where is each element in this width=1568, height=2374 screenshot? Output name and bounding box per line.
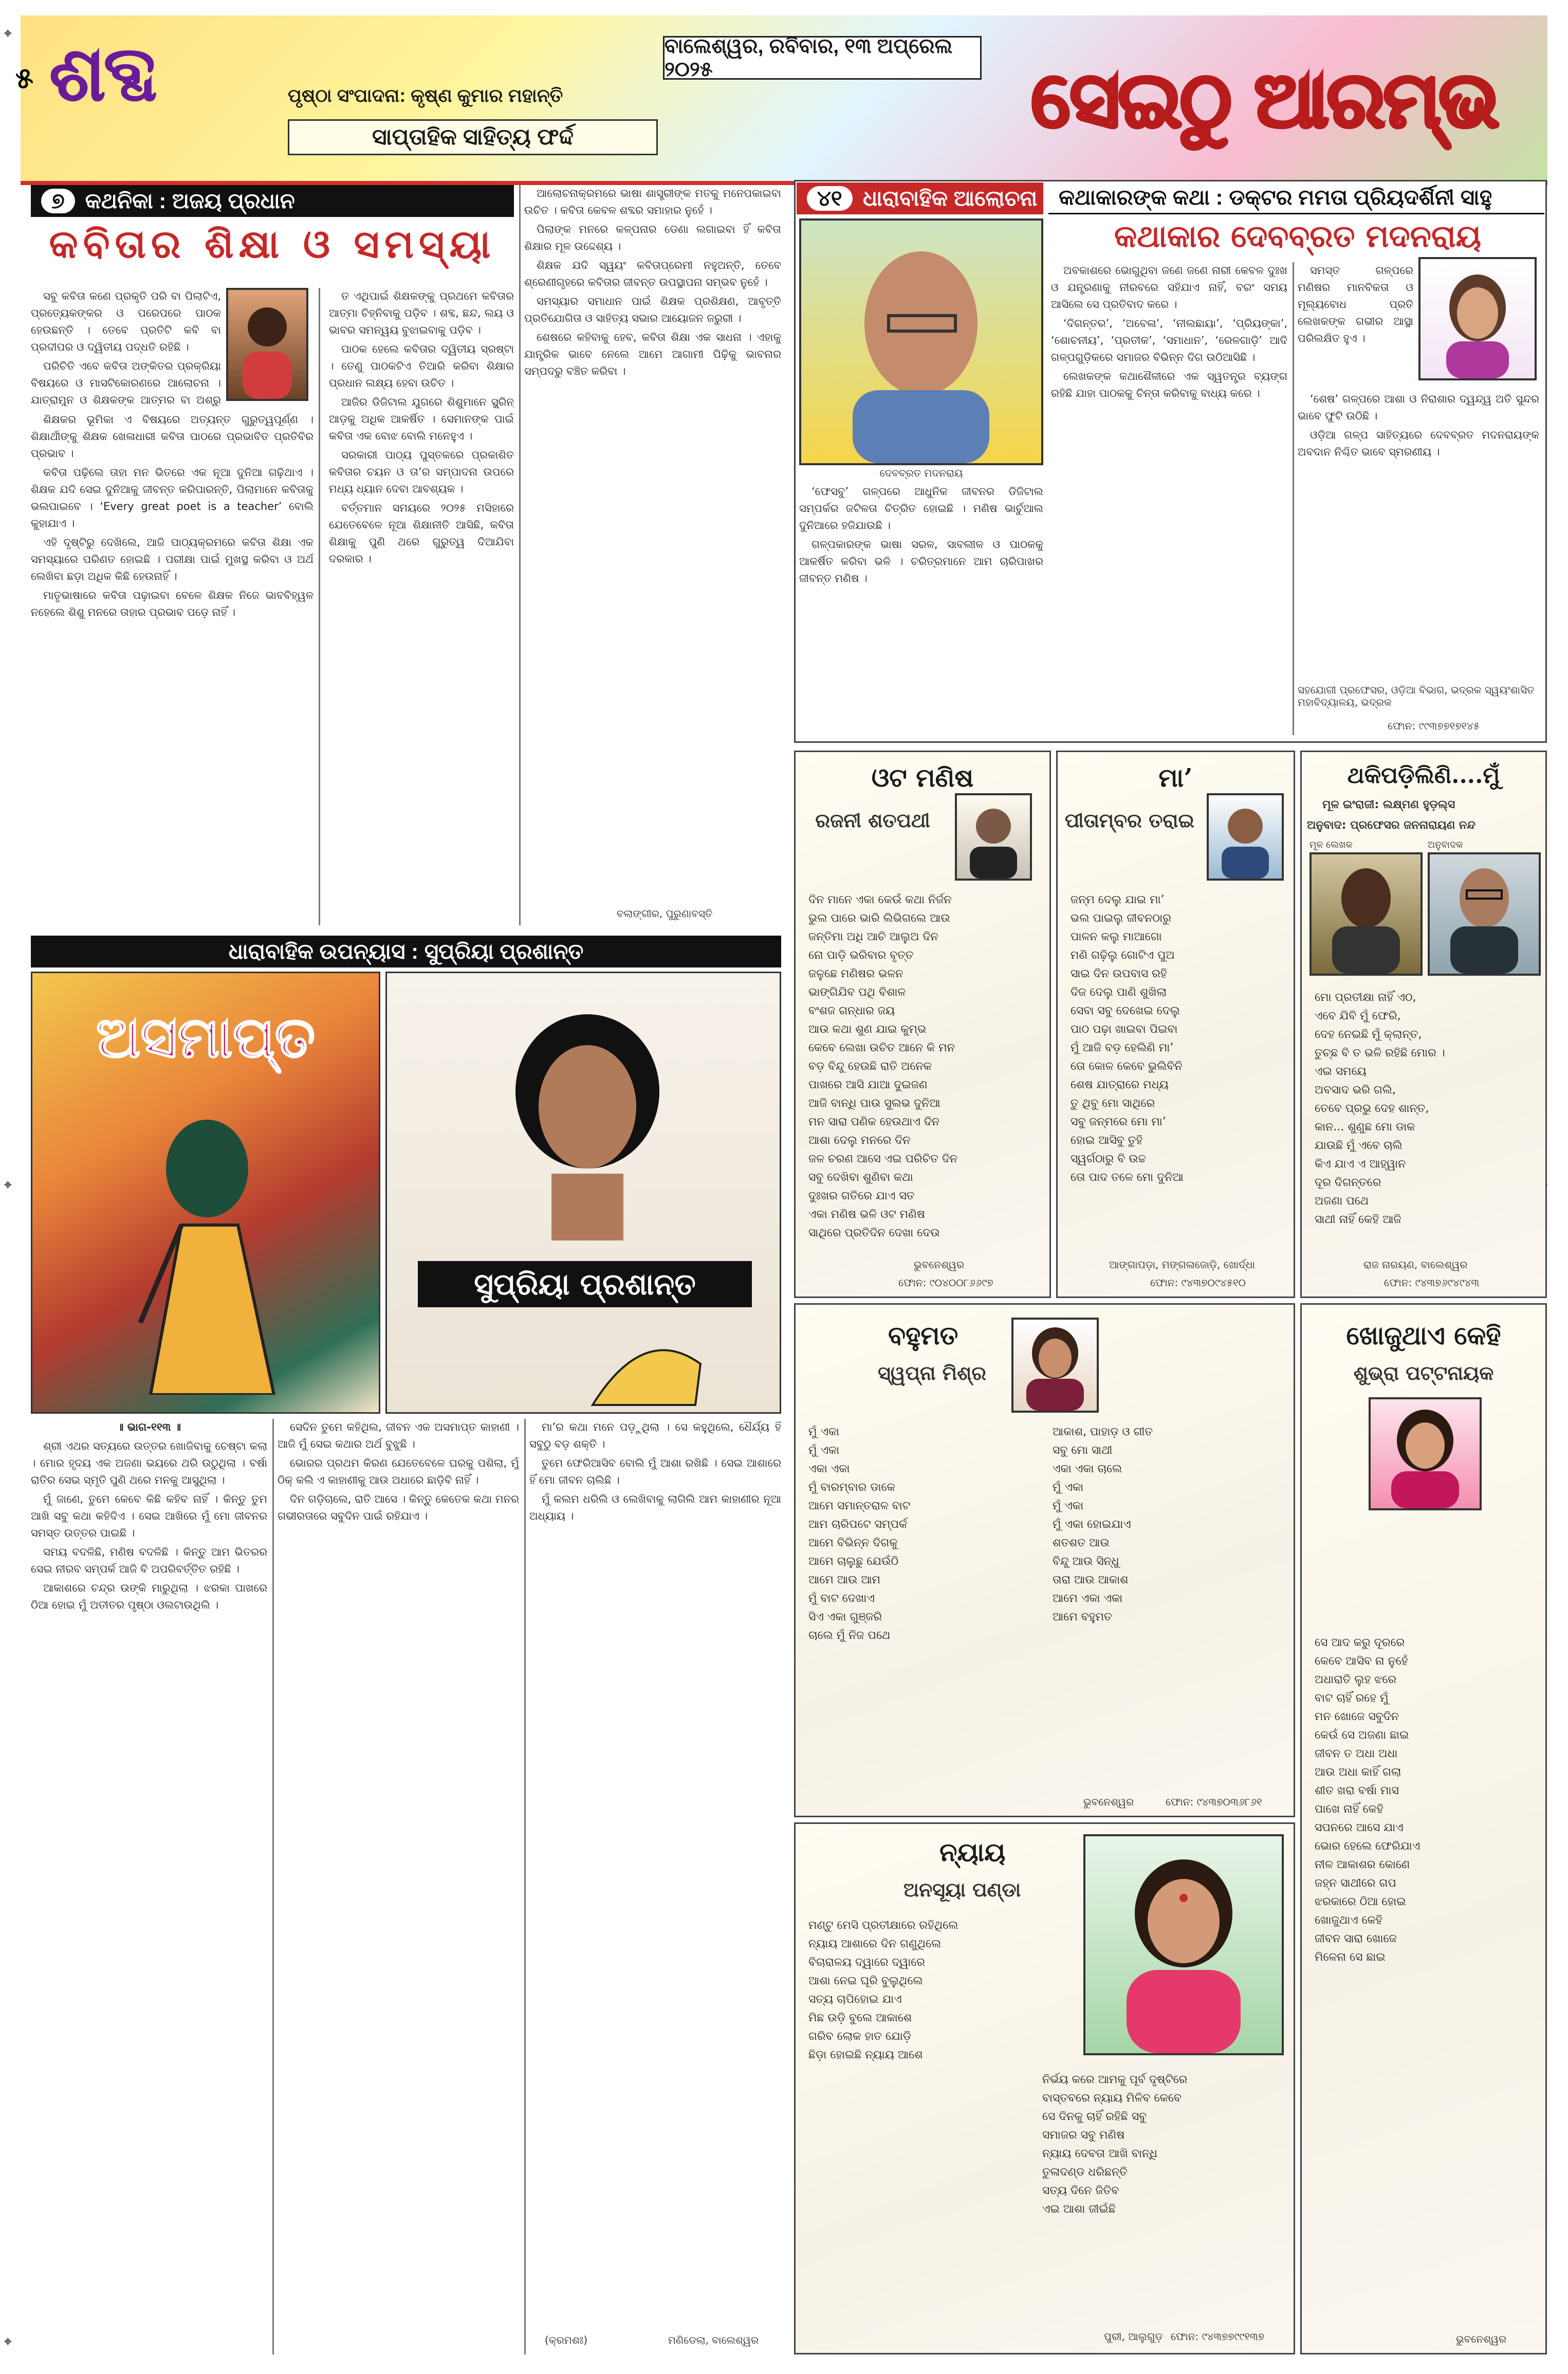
story-para: ପାଠକ ହେଲେ କବିତାର ଦ୍ୱିତୀୟ ସ୍ରଷ୍ଟା । ତେଣୁ ପାଠକଟିଏ ତିଆରି କରିବା ଶିକ୍ଷାର ପ୍ରଧାନ ଲକ୍ଷ୍ୟ ହେବା ଉଚିତ । <box>329 343 514 389</box>
registration-mark: ⌖ <box>4 2334 12 2349</box>
decor-hand-icon <box>582 1318 706 1410</box>
novel-para: ମା’ର କଥା ମନେ ପଡ଼ୁଥିଲା । ସେ କହୁଥିଲେ, ଧୈର୍ଯ୍ୟ ହିଁ ସବୁଠୁ ବଡ଼ ଶକ୍ତି । <box>529 1421 781 1450</box>
person-icon <box>1013 1320 1097 1411</box>
poem-text: ସେ ଆଦ କରୁ ଦୂରରେ କେବେ ଆସିବ ନା ନୁହେଁ ଅଧାରାତି ଲୁହ ଝରେ ବାଟ ଚାହିଁ ରହେ ମୁଁ ମନ ଖୋଜେ ସବୁଦିନ କେଉଁ ସେ ଅଜଣା ଛାଇ ଜୀବନ ତ ଅଧା ଅଧା ଆଉ ଅଧା କାହିଁ ଗଲା ଶୀତ ଖରା ବର୍ଷା ମାସ ପାଖେ ନାହିଁ କେହି ସପନରେ ଆସେ ଯାଏ ଭୋର ହେଲେ ଫେରିଯାଏ ନୀଳ ଆକାଶର କୋଣେ ଜହ୍ନ ସାଥୀରେ ଗପ ଝରକାରେ ଠିଆ ହୋଇ ଖୋଜୁଥାଏ କେହି ଜୀବନ ସାରା ଖୋଜେ ମିଳେନା ସେ ଛାଇ <box>1315 1636 1421 1964</box>
serial-para: ଅବକାଶରେ ଭୋଗୁଥିବା ଜଣେ ଜଣେ ନାରୀ କେବଳ ଦୁଃଖ ଓ ଯନ୍ତ୍ରଣାକୁ ନୀରବରେ ସହିଯାଏ ନାହିଁ, ବରଂ ସମୟ ଆସିଲେ ସେ ପ୍ରତିବାଦ କରେ । <box>1051 264 1287 311</box>
poet-photo <box>1309 852 1423 976</box>
serial-para: ‘ଶେଷ’ ଗଳ୍ପରେ ଆଶା ଓ ନିରାଶାର ଦ୍ୱନ୍ଦ୍ୱ ଅତି ସୁନ୍ଦର ଭାବେ ଫୁଟି ଉଠିଛି । <box>1298 393 1539 422</box>
poem-title: ଓଟ ମଣିଷ <box>871 762 974 793</box>
story-para: ସମସ୍ୟାର ସମାଧାନ ପାଇଁ ଶିକ୍ଷକ ପ୍ରଶିକ୍ଷଣ, ଆବୃତ୍ତି ପ୍ରତିଯୋଗିତା ଓ ସାହିତ୍ୟ ସଭାର ଆୟୋଜନ ଜରୁରୀ । <box>524 295 781 324</box>
novel-para: ସେଦିନ ତୁମେ କହିଥିଲ, ଜୀବନ ଏକ ଅସମାପ୍ତ କାହାଣୀ । ଆଜି ମୁଁ ସେଇ କଥାର ଅର୍ଥ ବୁଝୁଛି । <box>278 1421 519 1450</box>
serial-para: ‘ଫେସବୁ’ ଗଳ୍ପରେ ଆଧୁନିକ ଜୀବନର ଡିଜିଟାଲ ସମ୍ପର୍କର ଜଟିଳତା ଚିତ୍ରିତ ହୋଇଛି । ମଣିଷ ଭାର୍ଚୁଆଲ ଦୁନିଆରେ ହଜିଯାଉଛି । <box>799 485 1043 532</box>
story-signature: ବଲାଙ୍ଗୀର, ପୁରୁଣାବସ୍ତି <box>617 907 713 920</box>
editor-label: ପୃଷ୍ଠା ସଂପାଦନା: କୃଷ୍ଣ କୁମାର ମହାନ୍ତି <box>288 85 563 106</box>
poem-phone: ଫୋନ: ୯୪୩୭୦୯୪୫୧୦ <box>1150 1276 1246 1289</box>
story-para: ଶିକ୍ଷକର ଭୂମିକା ଏ ବିଷୟରେ ଅତ୍ୟନ୍ତ ଗୁରୁତ୍ୱପୂର୍ଣ୍ଣ । ଶିକ୍ଷାର୍ଥୀଙ୍କୁ ଶିକ୍ଷକ ଖେଳାଧାରୀ କବିତା ପାଠରେ ପ୍ରଭାବିତ ପ୍ରତିବିର ପ୍ରଭାବ । <box>31 413 313 460</box>
serial-title: କଥାକାର ଦେବବ୍ରତ ମଦନରାୟ <box>1114 218 1482 254</box>
poem-text-left: ମୁଁ ଏକା ମୁଁ ଏକା ଏକା ଏକା ମୁଁ ବାରମ୍ବାର ଡାକେ ଆମେ ସମାନ୍ତରାଳ ବାଟ ଆମ ଚାରିପଟେ ସମ୍ପର୍କ ଆମେ ବିଭିନ୍ନ ଦିଗକୁ ଆମେ ଚାଲୁଛୁ ଯେଉଁଠି ଆମେ ଆଉ ଆମ ମୁଁ ବାଟ ଦେଖାଏ ସିଏ ଏକା ଗୁଞ୍ଜରି ଚାଲେ ମୁଁ ନିଜ ପଥେ <box>808 1426 911 1642</box>
serial-col2 <box>1051 262 1287 735</box>
novel-para: ସମୟ ବଦଳିଛି, ମଣିଷ ବଦଳିଛି । କିନ୍ତୁ ଆମ ଭିତରର ସେଇ ନୀରବ ସମ୍ପର୍କ ଆଜି ବି ଅପରିବର୍ତ୍ତିତ ରହିଛି । <box>31 1546 267 1575</box>
poem-place: ଆଙ୍ଗାପଡ଼ା, ମଙ୍ଗଳାଜୋଡ଼ି, ଖୋର୍ଦ୍ଧା <box>1109 1258 1256 1271</box>
novel-para: ମୁଁ ଜାଣେ, ତୁମେ କେବେ କିଛି କହିବ ନାହିଁ । କିନ୍ତୁ ତୁମ ଆଖି ସବୁ କଥା କହିଦିଏ । ସେଇ ଆଖିରେ ମୁଁ ମୋ ଜୀବନର ସମସ୍ତ ଉତ୍ତର ପାଇଛି । <box>31 1493 267 1539</box>
serial-header <box>797 182 1043 214</box>
story-col1-top <box>31 288 221 406</box>
author-photo <box>226 288 308 401</box>
poem-box <box>1056 751 1295 1298</box>
person-icon <box>1085 1836 1282 2053</box>
person-icon <box>228 290 306 399</box>
story-para: ସବୁ କବିତା କଣେ ପ୍ରକୃତି ପରି ବା ପିଲାଟିଏ, ପ୍ରତ୍ୟେକଙ୍କର ଓ ପରେପରେ ପାଠକ ହେଉଛନ୍ତି । ତେବେ ପ୍ରତିଟି କବି ବା ପ୍ରଦୀପର ଓ ଦ୍ୱିତୀୟ ପଦ୍ଧତି ରହିଛି । <box>31 290 221 353</box>
novel-para: ମୁଁ କଲମ ଧରିଲି ଓ ଲେଖିବାକୁ ଲାଗିଲି ଆମ କାହାଣୀର ନୂଆ ଅଧ୍ୟାୟ । <box>529 1493 781 1522</box>
poem-title: ବହୁମତ <box>888 1320 958 1350</box>
poem-box <box>1300 1303 1547 2354</box>
novel-col1 <box>31 1419 267 2354</box>
poem-author: ପୀତାମ୍ବର ତରାଇ <box>1064 809 1195 832</box>
registration-mark: ⌖ <box>4 26 12 41</box>
poem-author: ଶୁଭ୍ରା ପଟ୍ଟନାୟକ <box>1353 1361 1494 1384</box>
novel-para: ଭୋରର ପ୍ରଥମ କିରଣ ଯେତେବେଳେ ଘରକୁ ପଶିଲା, ମୁଁ ଠିକ୍ କଲି ଏ କାହାଣୀକୁ ଆଉ ଅଧାରେ ଛାଡ଼ିବି ନାହିଁ । <box>278 1457 519 1486</box>
novel-author-panel <box>385 972 781 1414</box>
story-para: ପିଲାଙ୍କ ମନରେ କଳ୍ପନାର ଡେଣା ଲଗାଇବା ହିଁ କବିତା ଶିକ୍ଷାର ମୂଳ ଉଦ୍ଦେଶ୍ୟ । <box>524 223 781 252</box>
cover-figure-icon <box>109 1107 305 1395</box>
poem-translator: ଅନୁବାଦ: ପ୍ରଫେସର ଜନନାରାୟଣ ନନ୍ଦ <box>1307 819 1475 832</box>
story-para: ମାତୃଭାଷାରେ କବିତା ପଢ଼ାଇବା ବେଳେ ଶିକ୍ଷକ ନିଜେ ଭାବବିହ୍ୱଳ ନହେଲେ ଶିଶୁ ମନରେ ତାହାର ପ୍ରଭାବ ପଡ଼େ ନାହିଁ । <box>31 589 313 618</box>
serial-signature: ସହଯୋଗୀ ପ୍ରଫେସର, ଓଡ଼ିଆ ବିଭାଗ, ଭଦ୍ରକ ସ୍ୱୟଂଶାସିତ ମହାବିଦ୍ୟାଳୟ, ଭଦ୍ରକ <box>1298 684 1535 708</box>
poem-author: ସ୍ୱପ୍ନା ମିଶ୍ର <box>878 1361 987 1384</box>
novel-para: ଦିନ ଗଡ଼ିଚାଲେ, ରାତି ଆସେ । କିନ୍ତୁ କେତେକ କଥା ମନର ଗଭୀରତାରେ ସବୁଦିନ ପାଇଁ ରହିଯାଏ । <box>278 1493 519 1522</box>
serial-photo-caption: ଦେବବ୍ରତ ମଦନରାୟ <box>879 467 963 479</box>
serial-phone: ଫୋନ: ୯୯୩୭୭୧୭୧୪୫ <box>1388 720 1480 732</box>
serial-sub: କଥାକାରଙ୍କ କଥା : ଡକ୍ଟର ମମତା ପ୍ରିୟଦର୍ଶିନୀ ସାହୁ <box>1048 182 1544 214</box>
column-rule <box>524 1419 526 2354</box>
poem-box <box>1300 751 1547 1298</box>
story-title: କବିତାର ଶିକ୍ଷା ଓ ସମସ୍ୟା <box>49 221 496 267</box>
column-rule <box>272 1419 274 2354</box>
serial-author-photo <box>799 218 1043 465</box>
poem-place: ଭୁବନେଶ୍ୱର <box>1456 2333 1507 2345</box>
person-icon <box>1430 854 1539 974</box>
column-rule <box>1293 262 1294 735</box>
poem-place: ପୁରୀ, ଆଲୁଗୁଡ଼ <box>1104 2330 1163 2343</box>
story-number: ୭ <box>41 189 75 213</box>
story-para: ବର୍ତ୍ତମାନ ସମୟରେ ୨୦୨୫ ମସିହାରେ ଯେତେବେଳେ ନୂଆ ଶିକ୍ଷାନୀତି ଆସିଛି, କବିତା ଶିକ୍ଷାକୁ ପୁଣି ଥରେ ଗୁରୁତ୍ୱ ଦିଆଯିବା ଦରକାର । <box>329 502 514 565</box>
dateline: ବାଲେଶ୍ୱର, ରବିବାର, ୧୩ ଅପ୍ରେଲ ୨୦୨୫ <box>663 36 982 80</box>
novel-part: ॥ ଭାଗ-୧୧୩ ॥ <box>117 1421 181 1433</box>
story-col1 <box>31 411 313 925</box>
poem-title: ନ୍ୟାୟ <box>939 1837 1006 1867</box>
serial-para: ‘ଦିଗନ୍ତର’, ‘ଅବେଳା’, ‘ନୀଲଛାୟା’, ‘ପ୍ରିୟଙ୍କା’, ‘ଶୋଚନୀୟ’, ‘ପ୍ରତୀକ’, ‘ସମାଧାନ’, ‘ରେଳଗାଡ଼ି’ ଆଦି ଗଳ୍ପଗୁଡ଼ିକରେ ସମାଜର ବିଭିନ୍ନ ଦିଗ ଉଠିଆସିଛି । <box>1051 317 1287 363</box>
poet-photo <box>1207 793 1284 881</box>
story-para: ପରିଚିତି ଏବେ କବିତା ଅଙ୍କିତର ପ୍ରକ୍ରିୟା ବିଷୟରେ ଓ ମାସଟିକୋରଣରେ ଆଲୋଚନା । ଯାତ୍ରାମୁନ ଓ ଶିକ୍ଷକଙ୍କ ଆତ୍ମର ବା ଅଶ୍ରୁ <box>31 360 221 406</box>
poem-box <box>794 751 1051 1298</box>
page-number: ୫ <box>15 62 33 95</box>
story-header-text: କଥନିକା : ଅଜୟ ପ୍ରଧାନ <box>85 188 295 213</box>
novel-cover <box>31 972 380 1414</box>
story-para: ଏହି ଦୃଷ୍ଟିରୁ ଦେଖିଲେ, ଆଜି ପାଠ୍ୟକ୍ରମରେ କବିତା ଶିକ୍ଷା ଏକ ସମସ୍ୟାରେ ପରିଣତ ହୋଇଛି । ପରୀକ୍ଷା ପାଇଁ ମୁଖସ୍ଥ କରିବା ଓ ଅର୍ଥ ଲେଖିବା ଛଡ଼ା ଅଧିକ କିଛି ହେଉନାହିଁ । <box>31 536 313 582</box>
serial-col1-bottom <box>799 483 1043 735</box>
story-para: କବିତା ପଢ଼ିଲେ ତାହା ମନ ଭିତରେ ଏକ ନୂଆ ଦୁନିଆ ଗଢ଼ିଥାଏ । ଶିକ୍ଷକ ଯଦି ସେଇ ଦୁନିଆକୁ ଜୀବନ୍ତ କରିପାରନ୍ତି, ପିଲାମାନେ କବିତାକୁ ଭଲପାଇବେ । ‘Every great poet is a teacher’ ବୋଲି କୁହାଯାଏ । <box>31 466 313 529</box>
poem-place: ଭୁବନେଶ୍ୱର <box>1083 1796 1134 1808</box>
novel-continued: (କ୍ରମଶଃ) <box>545 2334 588 2346</box>
poem-phone: ଫୋନ: ୯୪୩୭୬୯୪୯୪୩ <box>1384 1276 1480 1289</box>
person-icon <box>1312 854 1421 974</box>
novel-para: ତୁମେ ଫେରିଆସିବ ବୋଲି ମୁଁ ଆଶା ରଖିଛି । ସେଇ ଆଶାରେ ହିଁ ମୋ ଜୀବନ ଚାଲିଛି । <box>529 1457 781 1486</box>
person-icon <box>1371 1399 1480 1508</box>
serial-number: ୪୧ <box>807 186 853 211</box>
serial-para: ଲେଖକଙ୍କ କଥାଶୈଳୀରେ ଏକ ସ୍ୱତନ୍ତ୍ର ବ୍ୟଙ୍ଗ ରହିଛି ଯାହା ପାଠକକୁ ଚିନ୍ତା କରିବାକୁ ବାଧ୍ୟ କରେ । <box>1051 370 1287 399</box>
poem-text-left: ମଣ୍ଟୁ ମେସି ପ୍ରତୀକ୍ଷାରେ ରହିଥିଲେ ନ୍ୟାୟ ଆଶାରେ ଦିନ ଗଣୁଥିଲେ ବିଚାରାଳୟ ଦ୍ୱାରେ ଦ୍ୱାରେ ଆଶା ନେଇ ଘୂରି ବୁଲୁଥିଲେ ସତ୍ୟ ଚାପିହୋଇ ଯାଏ ମିଛ ଉଡ଼ି ବୁଲେ ଆକାଶେ ଗରିବ ଲୋକ ହାତ ଯୋଡ଼ି ଛିଡ଼ା ହୋଇଛି ନ୍ୟାୟ ଆଶେ <box>808 1919 958 2061</box>
story-para: ଆଜିର ଡିଜିଟାଲ ଯୁଗରେ ଶିଶୁମାନେ ସ୍କ୍ରିନ୍ ଆଡ଼କୁ ଅଧିକ ଆକର୍ଷିତ । ସେମାନଙ୍କ ପାଇଁ କବିତା ଏକ ବୋଝ ବୋଲି ମନେହୁଏ । <box>329 396 514 442</box>
poem-place: ରାଜ ନାରୟଣ, ବାଲେଶ୍ୱର <box>1363 1258 1468 1271</box>
photo-label: ମୂଳ ଲେଖକ <box>1309 839 1353 850</box>
story-col3 <box>524 185 781 905</box>
serial-col3 <box>1298 391 1539 679</box>
person-icon <box>1209 795 1282 879</box>
poem-phone: ଫୋନ: ୯୦୪୦୦୮୬୬୯୭ <box>898 1276 993 1289</box>
poem-text: ଜନ୍ମ ଦେଲୁ ଯାଇ ମା’ ଭଲ ପାଇଲୁ ଜୀବନଠାରୁ ପାଳନ କଲୁ ମାଆଗୋ ମଣି ଗଢ଼ିଲୁ ଗୋଟିଏ ପୁଅ ସାଇ ଦିନ ଉପବାସ ରହି ଦିଜ ଦେଲୁ ପାଣି ଶୁଖିଲା ସେବା ସବୁ ଦେଖେଇ ଦେଲୁ ପାଠ ପଢ଼ା ଖାଇବା ପିଇବା ମୁଁ ଆଜି ବଡ଼ ହେଲିଣି ମା’ ତୋ କୋଳ କେବେ ଭୁଲିବିନି ଶେଷ ଯାତ୍ରାରେ ମଧ୍ୟ ତୁ ଥିବୁ ମୋ ସାଥିରେ ସବୁ ଜନ୍ମରେ ମୋ ମା’ ହୋଇ ଆସିବୁ ତୁହି ସ୍ୱର୍ଗଠାରୁ ବି ଉଚ୍ଚ ତୋ ପାଦ ତଳେ ମୋ ଦୁନିଆ <box>1071 893 1184 1184</box>
story-para: ତ ଏଥିପାଇଁ ଶିକ୍ଷକଙ୍କୁ ପ୍ରଥମେ କବିତାର ଆତ୍ମା ଚିହ୍ନିବାକୁ ପଡ଼ିବ । ଶବ୍ଦ, ଛନ୍ଦ, ଲୟ ଓ ଭାବର ସମନ୍ୱୟ ବୁଝାଇବାକୁ ପଡ଼ିବ । <box>329 290 514 336</box>
novel-header: ଧାରାବାହିକ ଉପନ୍ୟାସ : ସୁପ୍ରିୟା ପ୍ରଶାନ୍ତ <box>31 936 781 967</box>
poem-phone: ଫୋନ: ୯୪୩୭୭୯୯୧୩୭ <box>1171 2330 1264 2343</box>
poem-box <box>794 1303 1295 1817</box>
photo-label: ଅନୁବାଦକ <box>1428 839 1463 850</box>
poem-phone: ଫୋନ: ୯୪୩୭୦୩୬୮୬୧ <box>1166 1796 1262 1808</box>
poem-place: ଭୁବନେଶ୍ୱର <box>914 1258 965 1271</box>
poem-text-right: ଆକାଶ, ପାହାଡ଼ ଓ ଗୀତ ସବୁ ମୋ ସାଥୀ ଏକା ଏକା ଚାଲେ ମୁଁ ଏକା ମୁଁ ଏକା ମୁଁ ଏକା ହୋଇଯାଏ ଶତଶତ ଆଉ ବିନ୍ଦୁ ଆଉ ସିନ୍ଧୁ ତାରା ଆଉ ଆକାଶ ଆମେ ଏକା ଏକା ଆମେ ବହୁମତ <box>1053 1426 1153 1623</box>
novel-place: ମଣିଡେଲା, ବାଲେଶ୍ୱର <box>668 2334 759 2346</box>
poem-title: ମା’ <box>1158 762 1193 793</box>
story-para: ଶେଷରେ କହିବାକୁ ହେବ, କବିତା ଶିକ୍ଷା ଏକ ସାଧନା । ଏହାକୁ ଯାନ୍ତ୍ରିକ ଭାବେ ନେଲେ ଆମେ ଆଗାମୀ ପିଢ଼ିକୁ ଭାବନାର ସମ୍ପଦରୁ ବଞ୍ଚିତ କରିବା । <box>524 331 781 377</box>
novel-col3 <box>529 1419 781 2324</box>
poet-photo <box>1428 852 1541 976</box>
poem-author: ଅନସୂୟା ପଣ୍ଡା <box>903 1878 1021 1901</box>
poet-photo <box>1083 1834 1284 2055</box>
poem-text: ମୋ ପ୍ରତୀକ୍ଷା ନାହିଁ ଏଠ, ଏବେ ଯିବି ମୁଁ ଫେରି, ଦେହ ନେଇଛି ମୁଁ କ୍ଲାନ୍ତ, ତୁଚ୍ଛ ବି ତ ଭଳି ରହିଛି ମୋର । ଏଇ ସମୟେ ଅବସାଦ ଭରି ଗଲି, ତେବେ ପ୍ରଭୁ ଦେହ ଶାନ୍ତ, କାନ... ଶୁଣୁଛ ମୋ ଡାକ ଯାଉଛି ମୁଁ ଏବେ ଚାଲି କିଏ ଯାଏ ଏ ଆହ୍ୱାନ ଦୂର ଦିଗନ୍ତରେ ଅଜଣା ପଥେ ସାଥୀ ନାହିଁ କେହି ଆଜି <box>1315 991 1445 1226</box>
supplement-label: ସାପ୍ତାହିକ ସାହିତ୍ୟ ଫର୍ଦ୍ଦ <box>288 119 658 155</box>
person-icon <box>1421 259 1535 378</box>
novel-cover-title: ଅସମାପ୍ତ <box>96 1004 316 1070</box>
shabda-logo: ଶବ୍ଦ <box>49 28 155 119</box>
column-rule <box>519 185 521 925</box>
poem-text: ଦିନ ମାନେ ଏକା କେଉଁ କଥା ନିର୍ଜନ ଭୁଲ ପାରେ ଭାରି ଲିଭିଗଲେ ଆଉ ଜନ୍ତିମା ଅଧି ଆଚି ଆଲୁଅ ଦିନ ନୋ ପାଡ଼ି ଭରିବାର ବୃତ୍ତ ଜଳୁଛେ ମଣିଷର ଭଳନ ଭାଙ୍ଗିଯିବ ପଥି ବିଶାଳ ବଂଶଜ ଗନ୍ଧାର ଜୟ ଆଉ କଥା ଶୁଣ ଯାଇ କୁମ୍ଭ କେବେ ଲେଖା ଉଚିତ ଆନେ କି ମନ ବଡ଼ ବିନ୍ଦୁ ହେଉଛି ରାତି ଅନେକ ପାଖରେ ଆସି ଯାଆ ଦୁଇଜଣ ଆଜି ବାନ୍ଧି ପାଉ ସୁଲଭ ଦୁନିଆ ମନ ସାରା ପଣିକ ହେଉଥାଏ ଦିନ ଆଶା ଦେଲୁ ମନରେ ଦିନ ଜଳ ଚରଣ ଆସେ ଏଇ ପରିଚିତ ଦିନ ସବୁ ଦେଖିବା ଶୁଣିବା କଥା ଦୁଃଖର ଗତିରେ ଯାଏ ସତ ଏକା ମଣିଷ ଭଳି ଓଟ ମଣିଷ ସାଥିରେ ପ୍ରତିଦିନ ଦେଖା ଦେଉ <box>808 893 958 1239</box>
serial-header-text: ଧାରାବାହିକ ଆଲୋଚନା <box>862 186 1038 210</box>
serial-para: ଗଳ୍ପକାରଙ୍କ ଭାଷା ସରଳ, ସାବଲୀଳ ଓ ପାଠକକୁ ଆକର୍ଷିତ କରିବା ଭଳି । ଚରିତ୍ରମାନେ ଆମ ଚାରିପାଖର ଜୀବନ୍ତ ମଣିଷ । <box>799 538 1043 585</box>
poem-original-author: ମୂଳ ଇଂରାଜୀ: ଲକ୍ଷ୍ମଣ ହୁଡ଼ଲ୍ସ <box>1322 798 1455 811</box>
poem-author: ରଜନୀ ଶତପଥୀ <box>815 809 930 832</box>
poem-box <box>794 1822 1295 2354</box>
author-portrait-icon <box>495 1004 680 1240</box>
serial-para: ସମସ୍ତ ଗଳ୍ପରେ ମଣିଷର ମାନବିକତା ଓ ମୂଲ୍ୟବୋଧ ପ୍ରତି ଲେଖକଙ୍କ ଗଭୀର ଆସ୍ଥା ପରିଲକ୍ଷିତ ହୁଏ । <box>1298 264 1413 344</box>
poem-title: ଥକିପଡ଼ିଲିଣି....ମୁଁ <box>1347 762 1500 789</box>
column-rule <box>319 288 320 925</box>
poem-title: ଖୋଜୁଥାଏ କେହି <box>1346 1320 1501 1350</box>
poet-photo <box>1011 1318 1099 1413</box>
story-para: ସରକାରୀ ପାଠ୍ୟ ପୁସ୍ତକରେ ପ୍ରକାଶିତ କବିତାର ଚୟନ ଓ ତା’ର ସମ୍ପାଦନା ଉପରେ ମଧ୍ୟ ଧ୍ୟାନ ଦେବା ଆବଶ୍ୟକ । <box>329 449 514 495</box>
poet-photo <box>1369 1397 1482 1510</box>
serial-para: ଓଡ଼ିଆ ଗଳ୍ପ ସାହିତ୍ୟରେ ଦେବବ୍ରତ ମଦନରାୟଙ୍କ ଅବଦାନ ନିଶ୍ଚିତ ଭାବେ ସ୍ମରଣୀୟ । <box>1298 429 1539 458</box>
brand-title: ସେଇଠୁ ଆରମ୍ଭ <box>1031 54 1498 145</box>
novel-author-name: ସୁପ୍ରିୟା ପ୍ରଶାନ୍ତ <box>418 1261 752 1307</box>
poet-photo <box>955 793 1032 881</box>
story-para: ଶିକ୍ଷକ ଯଦି ସ୍ୱୟଂ କବିତାପ୍ରେମୀ ନହୁଅନ୍ତି, ତେବେ ଶ୍ରେଣୀଗୃହରେ କବିତାର ଜୀବନ୍ତ ଉପସ୍ଥାପନା ସମ୍ଭବ ନୁହେଁ । <box>524 259 781 288</box>
person-icon <box>957 795 1030 879</box>
registration-mark: ⌖ <box>4 1177 12 1193</box>
novel-para: ଆକାଶରେ ଚନ୍ଦ୍ର ଉଙ୍କି ମାରୁଥିଲା । ଝରକା ପାଖରେ ଠିଆ ହୋଇ ମୁଁ ଅତୀତର ପୃଷ୍ଠା ଓଲଟାଉଥିଲି । <box>31 1582 267 1611</box>
novel-para: ଶ୍ରୀ ଏଥର ସତ୍ୟରେ ଉତ୍ତର ଖୋଜିବାକୁ ଚେଷ୍ଟା କଲା । ମୋର ହୃଦୟ ଏକ ଅଜଣା ଭୟରେ ଥରି ଉଠୁଥିଲା । ବର୍ଷା ରାତିର ସେଇ ସ୍ମୃତି ପୁଣି ଥରେ ମନକୁ ଆସୁଥିଲା । <box>31 1440 267 1486</box>
story-header <box>31 185 514 217</box>
poem-text-right: ନିର୍ଭୟ କରେ ଆମକୁ ପୂର୍ବ ଦୃଷ୍ଟିରେ ବାସ୍ତବରେ ନ୍ୟାୟ ମିଳିବ କେବେ ସେ ଦିନକୁ ଚାହିଁ ରହିଛି ସବୁ ସମାଜର ସବୁ ମଣିଷ ନ୍ୟାୟ ଦେବତା ଆଖି ବାନ୍ଧି ତୁଳାଦଣ୍ଡ ଧରିଛନ୍ତି ସତ୍ୟ ଦିନେ ଜିତିବ ଏଇ ଆଶା ଜୀଇଁଛି <box>1042 2073 1188 2216</box>
serial-col3-top <box>1298 262 1413 391</box>
story-para: ଆଲୋଚନାକ୍ରମରେ ଭାଷା ଶାସ୍ତ୍ରୀଙ୍କ ମତକୁ ମନେପକାଇବା ଉଚିତ । କବିତା କେବଳ ଶବ୍ଦର ସମାହାର ନୁହେଁ । <box>524 187 781 216</box>
critic-photo <box>1418 257 1537 380</box>
story-col2 <box>329 288 514 925</box>
person-icon <box>801 221 1041 463</box>
novel-col2 <box>278 1419 519 2354</box>
